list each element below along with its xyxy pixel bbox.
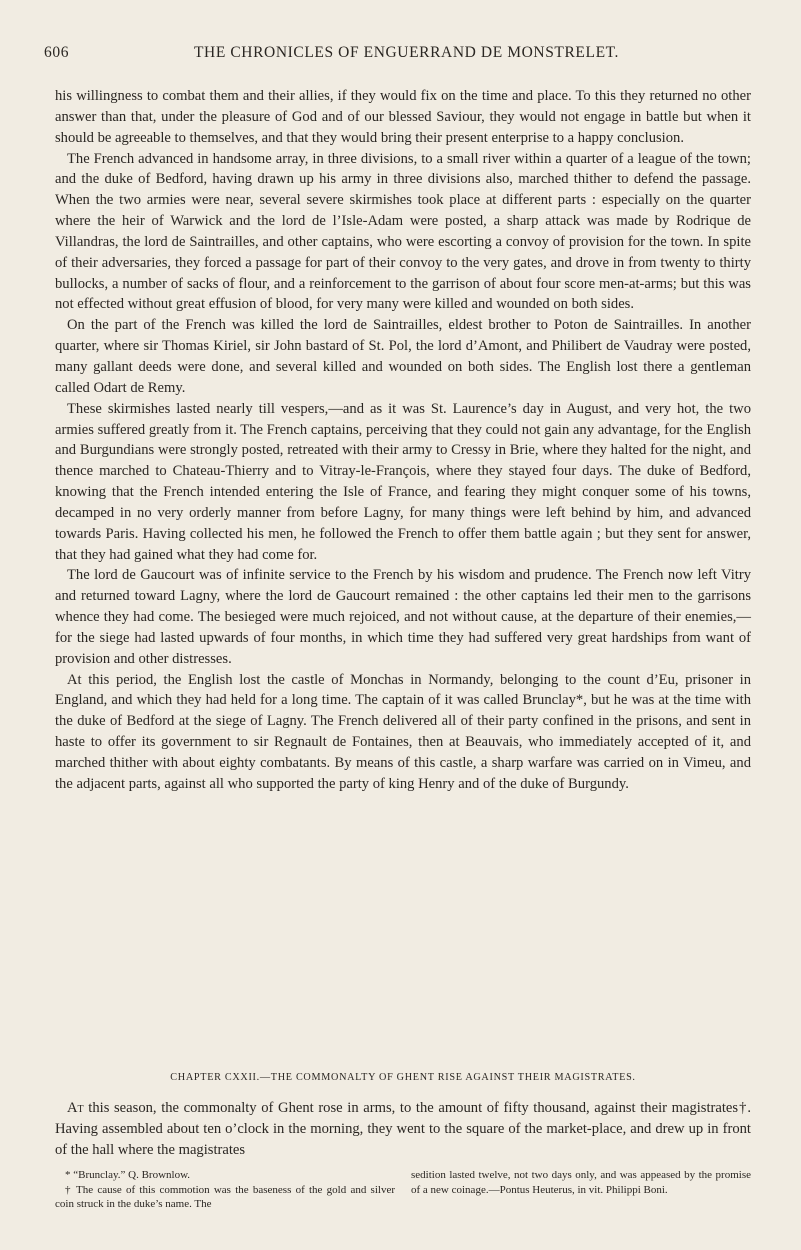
chapter-paragraph-text: this season, the commonalty of Ghent rose in arms, to the amount of fifty thousand, against their magistrates†. Having assembled about ten o’clock in the morning, they went to the square of the market-place, and drew up in front of the hall where the magistrates <box>55 1100 751 1158</box>
body-text <box>55 86 751 795</box>
chapter-text <box>55 1098 751 1161</box>
footnotes <box>55 1168 751 1212</box>
paragraph: At this period, the English lost the castle of Monchas in Normandy, belonging to the count d’Eu, prisoner in England, and which they had held for a long time. The captain of it was called Brunclay*, but he was at the time with the duke of Bedford at the siege of Lagny. The French delivered all of their party confined in the prisons, and sent in haste to offer its government to sir Regnault de Fontaines, then at Beauvais, who immediately accepted of it, and marched thither with about eighty combatants. By means of this castle, a sharp warfare was carried on in Vimeu, and the adjacent parts, against all who supported the party of king Henry and of the duke of Burgundy. <box>55 671 751 792</box>
chapter-first-word: At <box>67 1100 84 1116</box>
footnote: † The cause of this commotion was the baseness of the gold and silver coin struck in the duke’s name. The <box>55 1183 395 1211</box>
footnote: * “Brunclay.” Q. Brownlow. <box>65 1169 191 1181</box>
paragraph: On the part of the French was killed the lord de Saintrailles, eldest brother to Poton de Saintrailles. In another quarter, where sir Thomas Kiriel, sir John bastard of St. Pol, the lord d’Amont, and Philibert de Vaudray were posted, many gallant deeds were done, and several killed and wounded on both sides. The English lost there a gentleman called Odart de Remy. <box>55 317 751 396</box>
chapter-heading: CHAPTER CXXII.—THE COMMONALTY OF GHENT RISE AGAINST THEIR MAGISTRATES. <box>170 1072 636 1083</box>
paragraph: These skirmishes lasted nearly till vespers,—and as it was St. Laurence’s day in August, and very hot, the two armies suffered greatly from it. The French captains, perceiving that they could not gain any advantage, for the English and Burgundians were strongly posted, retreated with their army to Cressy in Brie, where they halted for the night, and thence marched to Chateau-Thierry and to Vitray-le-François, where they stayed four days. The duke of Bedford, knowing that the French intended entering the Isle of France, and fearing they might conquer some of his towns, decamped in no very orderly manner from before Lagny, for many things were left behind by him, and advanced towards Paris. Having collected his men, he followed the French to offer them battle again ; but they sent for answer, that they had gained what they had come for. <box>55 400 751 563</box>
paragraph: The lord de Gaucourt was of infinite service to the French by his wisdom and prudence. The French now left Vitry and returned toward Lagny, where the lord de Gaucourt remained : the other captains led their men to the garrisons whence they had come. The besieged were much rejoiced, and not without cause, at the departure of their enemies,—for the siege had lasted upwards of four months, in which time they had suffered very great hardships from want of provision and other distresses. <box>55 567 751 667</box>
paragraph: his willingness to combat them and their allies, if they would fix on the time and place. To this they returned no other answer than that, under the pleasure of God and of our blessed Saviour, they would not engage in battle but when it should be agreeable to themselves, and that they would bring their present enterprise to a happy conclusion. <box>55 88 751 146</box>
page-number: 606 <box>44 44 70 61</box>
footnote-column-left <box>55 1168 395 1212</box>
chapter-paragraph <box>55 1098 751 1161</box>
footnote: sedition lasted twelve, not two days only, and was appeased by the promise of a new coinage.—Pontus Heuterus, in vit. Philippi Boni. <box>411 1169 751 1196</box>
page-header <box>44 44 749 70</box>
paragraph: The French advanced in handsome array, in three divisions, to a small river within a quarter of a league of the town; and the duke of Bedford, having drawn up his army in three divisions also, marched thither to defend the passage. When the two armies were near, several severe skirmishes took place at different parts : especially on the quarter where the heir of Warwick and the lord de l’Isle-Adam were posted, a sharp attack was made by Rodrique de Villandras, the lord de Saintrailles, and other captains, who were escorting a convoy of provision for the town. In spite of their adversaries, they forced a passage for part of their convoy to the very gates, and drove in from twenty to thirty bullocks, a number of sacks of flour, and a reinforcement to the garrison of about four score men-at-arms; but this was not effected without great effusion of blood, for very many were killed and wounded on both sides. <box>55 150 751 313</box>
footnote-column-right <box>411 1168 751 1212</box>
running-title: THE CHRONICLES OF ENGUERRAND DE MONSTRELET. <box>193 44 620 61</box>
